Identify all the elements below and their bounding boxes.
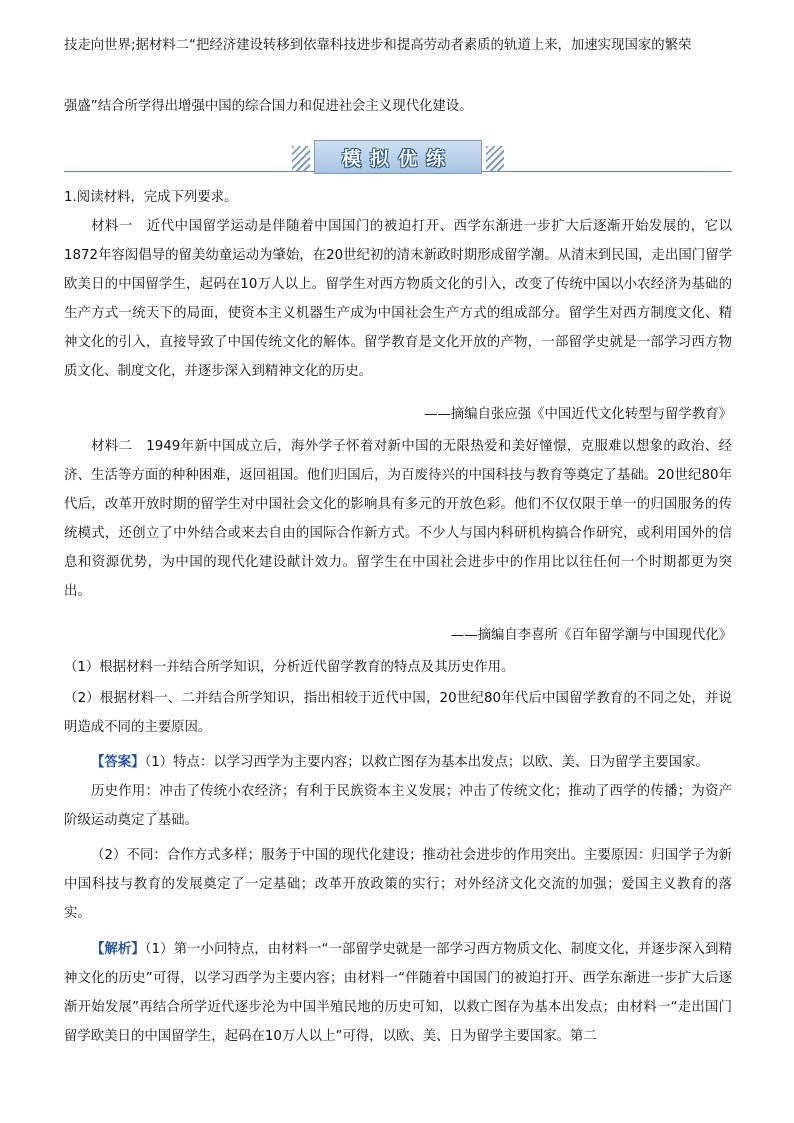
banner-title: 模拟优练 <box>341 147 454 170</box>
answer-label: 【答案】 <box>91 755 145 770</box>
question-2: （2）根据材料一、二并结合所学知识，指出相较于近代中国，20世纪80年代后中国留学教育的不同之处，并说明造成不同的主要原因。 <box>64 691 732 735</box>
analysis-label: 【解析】 <box>91 942 145 957</box>
answer-1-text: （1）特点：以学习西学为主要内容；以救亡图存为基本出发点；以欧、美、日为留学主要国家。 <box>144 755 709 770</box>
answer-part-1b: 历史作用：冲击了传统小农经济；有利于民族资本主义发展；冲击了传统文化；推动了西学的传播；为资产阶级运动奠定了基础。 <box>64 784 732 828</box>
analysis <box>64 935 732 1051</box>
intro-line-1: 技走向世界;据材料二“把经济建设转移到依靠科技进步和提高劳动者素质的轨道上来，加速实现国家的繁荣 <box>64 38 692 53</box>
section-banner <box>64 140 732 176</box>
question-1: （1）根据材料一并结合所学知识，分析近代留学教育的特点及其历史作用。 <box>64 660 515 675</box>
material-2-source: ——摘编自李喜所《百年留学潮与中国现代化》 <box>450 628 732 643</box>
material-2: 材料二 1949年新中国成立后，海外学子怀着对新中国的无限热爱和美好憧憬，克服难以想象的政治、经济、生活等方面的种种困难，返回祖国。他们归国后，为百废待兴的中国科技与教育等奠定了基础。20世纪80年代后，改革开放时期的留学生对中国社会文化的影响具有多元的开放色彩。他们不仅仅限于单一的归国服务的传统模式，还创立了中外结合或来去自由的国际合作新方式。不少人与国内科研机构搞合作研究，或利用国外的信息和资源优势，为中国的现代化建设献计效力。留学生在中国社会进步中的作用比以往任何一个时期都更为突出。 <box>64 439 732 599</box>
analysis-text: （1）第一小问特点，由材料一“一部留学史就是一部学习西方物质文化、制度文化，并逐步深入到精神文化的历史”可得，以学习西学为主要内容；由材料一“伴随着中国国门的被迫打开、西学东渐进一步扩大后逐渐开始发展”再结合所学近代逐步沦为中国半殖民地的历史可知，以救亡图存为基本出发点；由材料一“走出国门留学欧美日的中国留学生，起码在10万人以上”可得，以欧、美、日为留学主要国家。第二 <box>64 942 732 1044</box>
answer-part-1 <box>64 748 732 777</box>
question-stem: 1.阅读材料，完成下列要求。 <box>64 190 238 205</box>
material-1: 材料一 近代中国留学运动是伴随着中国国门的被迫打开、西学东渐进一步扩大后逐渐开始发展的，它以1872年容闳倡导的留美幼童运动为肇始，在20世纪初的清末新政时期形成留学潮。从清末到民国，走出国门留学欧美日的中国留学生，起码在10万人以上。留学生对西方物质文化的引入，改变了传统中国以小农经济为基础的生产方式一统天下的局面，使资本主义机器生产成为中国社会生产方式的组成部分。留学生对西方制度文化、精神文化的引入，直接导致了中国传统文化的解体。留学教育是文化开放的产物，一部留学史就是一部学习西方物质文化、制度文化，并逐步深入到精神文化的历史。 <box>64 219 732 379</box>
banner-title-box <box>314 140 482 174</box>
banner-left-ornament <box>292 146 310 172</box>
answer-part-2: （2）不同：合作方式多样；服务于中国的现代化建设；推动社会进步的作用突出。主要原因：归国学子为新中国科技与教育的发展奠定了一定基础；改革开放政策的实行；对外经济文化交流的加强；爱国主义教育的落实。 <box>64 848 732 921</box>
intro-line-2: 强盛”结合所学得出增强中国的综合国力和促进社会主义现代化建设。 <box>64 99 473 114</box>
material-1-source: ——摘编自张应强《中国近代文化转型与留学教育》 <box>424 407 732 422</box>
banner-right-ornament <box>486 146 504 172</box>
